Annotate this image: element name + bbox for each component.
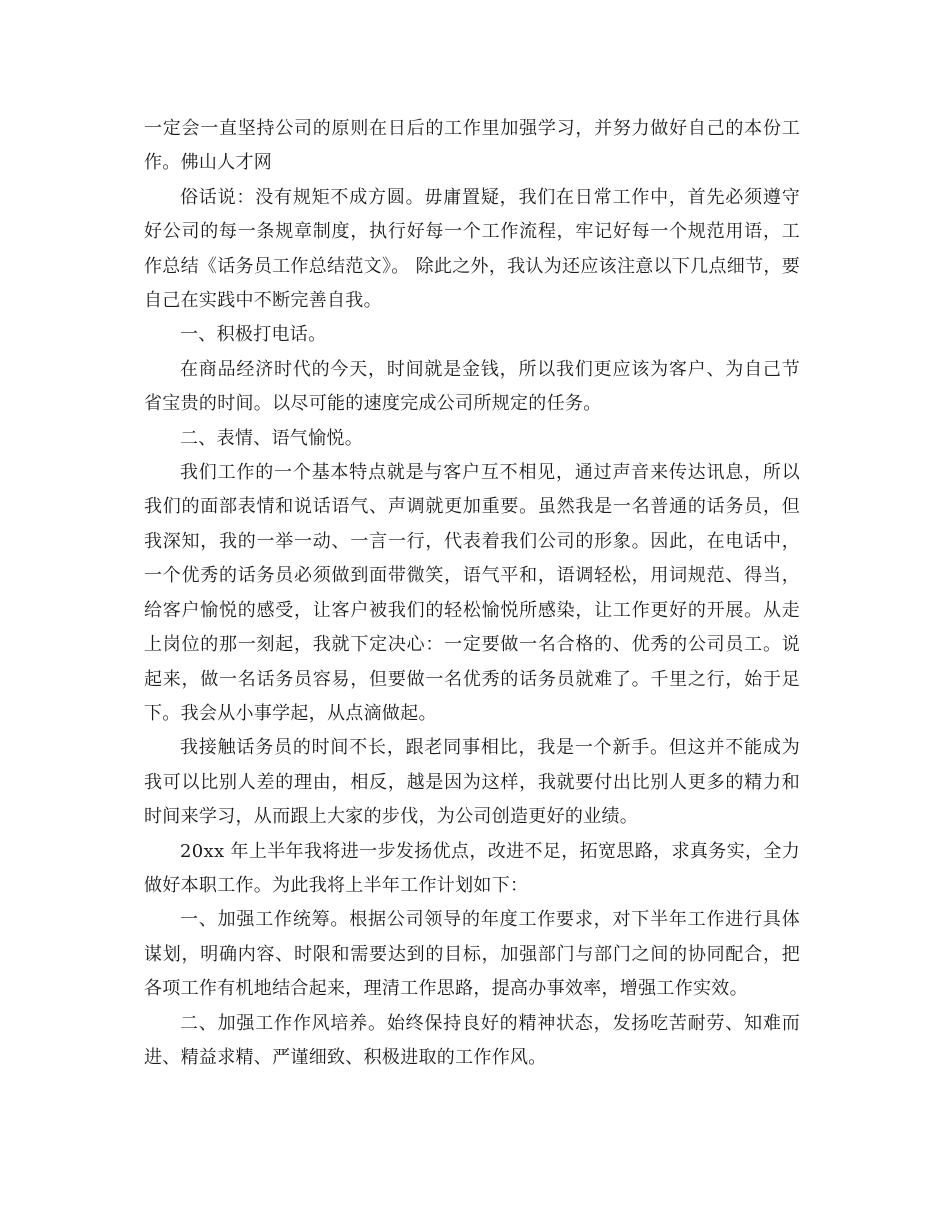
section-heading-2: 二、表情、语气愉悦。 (180, 427, 363, 449)
plan-item-1: 一、加强工作统筹。根据公司领导的年度工作要求，对下半年工作进行具体谋划，明确内容、时限和需要达到的目标，加强部门与部门之间的协同配合，把各项工作有机地结合起来，理清工作思路，提高办事效率，增强工作实效。 (144, 909, 800, 1000)
paragraph-3: 在商品经济时代的今天，时间就是金钱，所以我们更应该为客户、为自己节省宝贵的时间。以尽可能的速度完成公司所规定的任务。 (144, 358, 800, 415)
paragraph-6: 20xx 年上半年我将进一步发扬优点，改进不足，拓宽思路，求真务实，全力做好本职工作。为此我将上半年工作计划如下： (144, 840, 800, 896)
document-body (144, 112, 800, 1075)
paragraph-4: 我们工作的一个基本特点就是与客户互不相见，通过声音来传达讯息，所以我们的面部表情和说话语气、声调就更加重要。虽然我是一名普通的话务员，但我深知，我的一举一动、一言一行，代表着我们公司的形象。因此，在电话中，一个优秀的话务员必须做到面带微笑，语气平和，语调轻松，用词规范、得当，给客户愉悦的感受，让客户被我们的轻松愉悦所感染，让工作更好的开展。从走上岗位的那一刻起，我就下定决心：一定要做一名合格的、优秀的公司员工。说起来，做一名话务员容易，但要做一名优秀的话务员就难了。千里之行，始于足下。我会从小事学起，从点滴做起。 (144, 462, 800, 724)
paragraph-5: 我接触话务员的时间不长，跟老同事相比，我是一个新手。但这并不能成为我可以比别人差的理由，相反，越是因为这样，我就要付出比别人更多的精力和时间来学习，从而跟上大家的步伐，为公司创造更好的业绩。 (144, 737, 800, 828)
section-heading-1: 一、积极打电话。 (180, 324, 327, 346)
plan-item-2: 二、加强工作作风培养。始终保持良好的精神状态，发扬吃苦耐劳、知难而进、精益求精、严谨细致、积极进取的工作作风。 (144, 1012, 800, 1068)
paragraph-2: 俗话说：没有规矩不成方圆。毋庸置疑，我们在日常工作中，首先必须遵守好公司的每一条规章制度，执行好每一个工作流程，牢记好每一个规范用语，工作总结《话务员工作总结范文》。 除此之外，我认为还应该注意以下几点细节，要自己在实践中不断完善自我。 (144, 186, 800, 312)
paragraph-1: 一定会一直坚持公司的原则在日后的工作里加强学习，并努力做好自己的本份工作。佛山人才网 (144, 118, 800, 174)
